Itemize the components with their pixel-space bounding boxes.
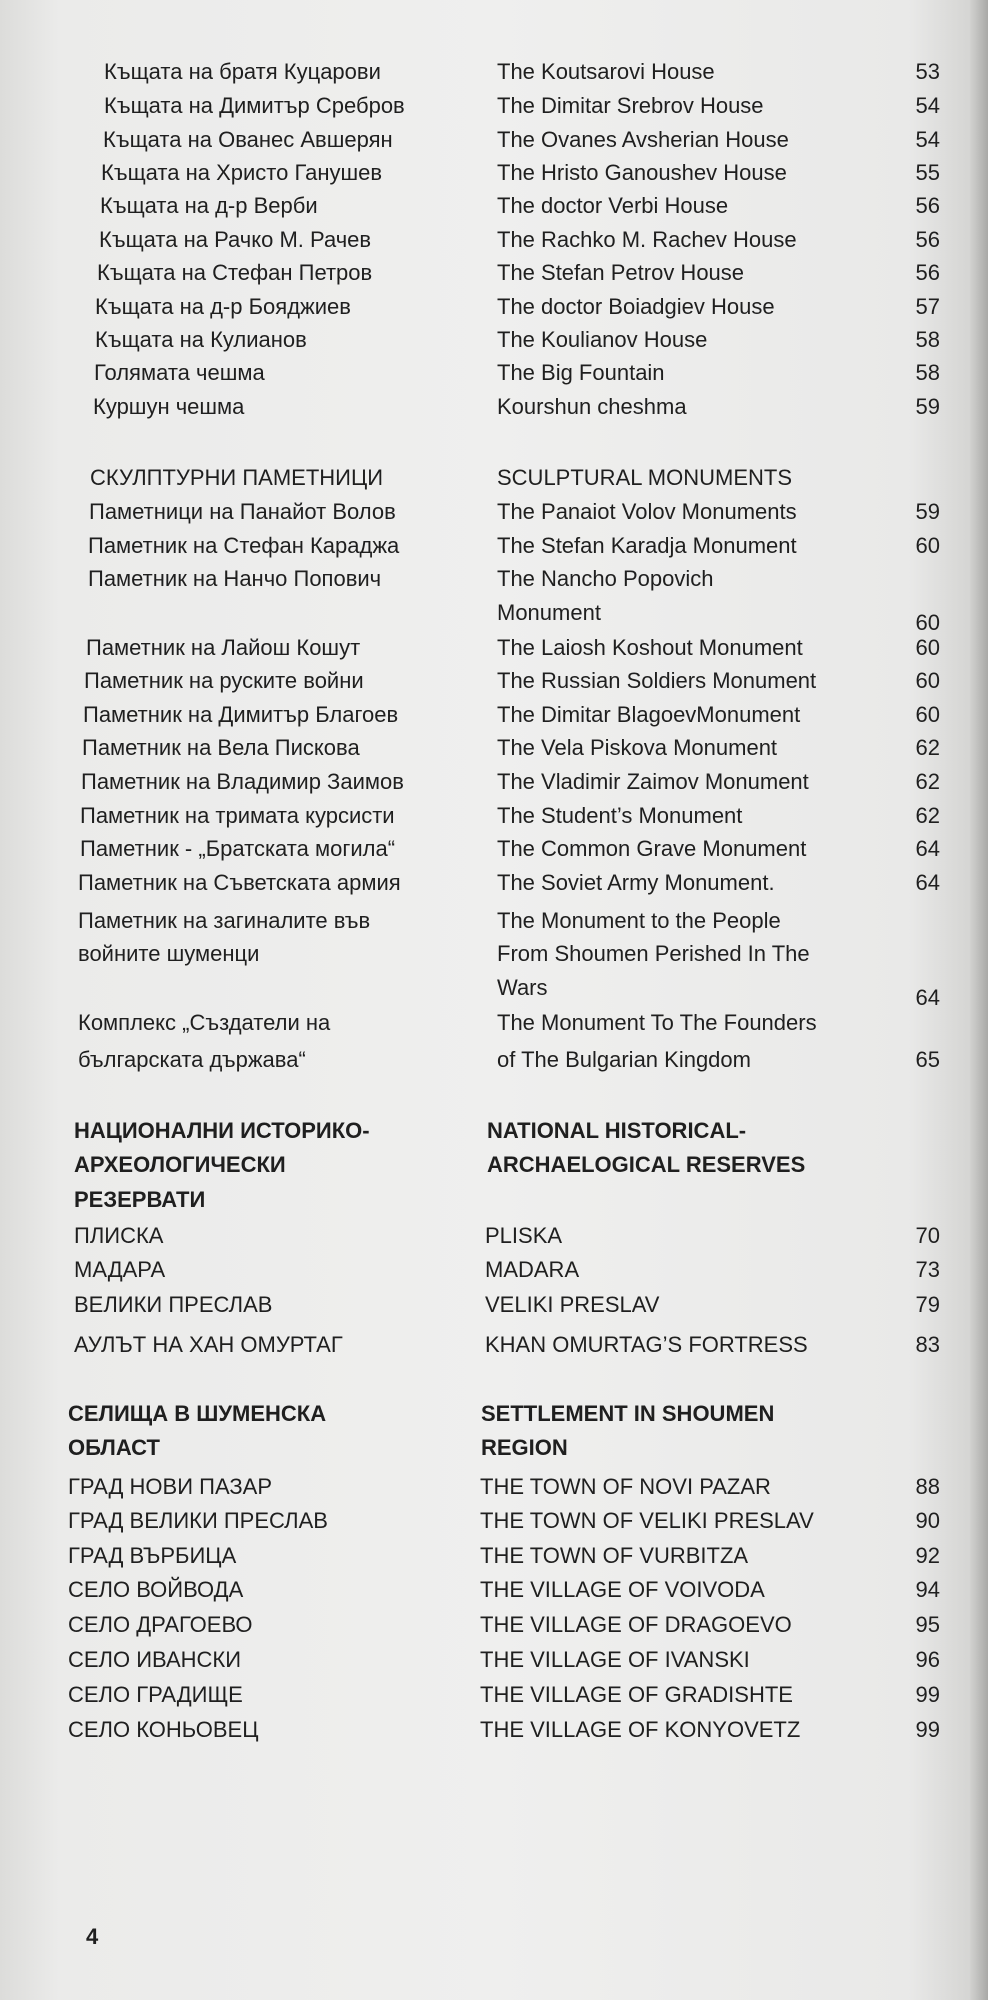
toc-english-title: The Soviet Army Monument.: [497, 870, 775, 895]
toc-bulgarian-title: ГРАД ВЕЛИКИ ПРЕСЛАВ: [68, 1508, 328, 1533]
toc-bulgarian-title: Паметник на Вела Пискова: [82, 735, 360, 760]
toc-page-number: 56: [915, 193, 940, 218]
toc-bulgarian-title: Паметник на загиналите във: [78, 908, 371, 933]
toc-bulgarian-title: Паметник на Стефан Караджа: [88, 533, 400, 558]
toc-page-number: 59: [915, 394, 940, 419]
toc-english-title: SETTLEMENT IN SHOUMEN: [481, 1401, 775, 1426]
toc-page-number: 83: [915, 1332, 940, 1357]
toc-page-number: 99: [915, 1682, 940, 1707]
toc-english-title: The Dimitar BlagoevMonument: [497, 702, 801, 727]
toc-english-title: The Common Grave Monument: [497, 836, 807, 861]
toc-bulgarian-title: Къщата на Ованес Авшерян: [103, 127, 393, 152]
toc-bulgarian-title: НАЦИОНАЛНИ ИСТОРИКО-: [74, 1118, 370, 1143]
toc-page-number: 64: [915, 985, 940, 1010]
toc-page-number: 60: [915, 702, 940, 727]
toc-english-title: The Koulianov House: [497, 327, 708, 352]
toc-page-number: 73: [915, 1257, 940, 1282]
toc-bulgarian-title: СЕЛО ВОЙВОДА: [68, 1577, 244, 1602]
toc-bulgarian-title: Паметник на Нанчо Попович: [88, 566, 382, 591]
toc-bulgarian-title: Паметник на руските войни: [84, 668, 364, 693]
toc-bulgarian-title: Паметник на Съветската армия: [78, 870, 401, 895]
toc-english-title: The Russian Soldiers Monument: [497, 668, 817, 693]
toc-english-title: THE TOWN OF VELIKI PRESLAV: [480, 1508, 814, 1533]
toc-bulgarian-title: Паметник на Владимир Заимов: [81, 769, 404, 794]
toc-bulgarian-title: ВЕЛИКИ ПРЕСЛАВ: [74, 1292, 273, 1317]
toc-page-number: 54: [915, 93, 940, 118]
toc-english-title: Monument: [497, 600, 601, 625]
toc-bulgarian-title: РЕЗЕРВАТИ: [74, 1187, 206, 1212]
toc-page-number: 64: [915, 870, 940, 895]
toc-bulgarian-title: СЕЛО ИВАНСКИ: [68, 1647, 242, 1672]
toc-english-title: The Laiosh Koshout Monument: [497, 635, 803, 660]
toc-page-number: 58: [915, 360, 940, 385]
toc-bulgarian-title: Къщата на Стефан Петров: [97, 260, 373, 285]
toc-bulgarian-title: Къщата на Димитър Сребров: [104, 93, 405, 118]
toc-english-title: From Shoumen Perished In The: [497, 941, 810, 966]
toc-bulgarian-title: Къщата на Христо Ганушев: [101, 160, 383, 185]
toc-page-number: 79: [915, 1292, 940, 1317]
toc-english-title: ARCHAELOGICAL RESERVES: [487, 1152, 806, 1177]
toc-bulgarian-title: Къщата на братя Куцарови: [104, 59, 381, 84]
toc-english-title: Wars: [497, 975, 548, 1000]
toc-bulgarian-title: АУЛЪТ НА ХАН ОМУРТАГ: [74, 1332, 343, 1357]
toc-english-title: The Dimitar Srebrov House: [497, 93, 764, 118]
toc-page-number: 53: [915, 59, 940, 84]
toc-page-number: 60: [915, 533, 940, 558]
toc-bulgarian-title: Къщата на Кулианов: [95, 327, 307, 352]
toc-bulgarian-title: българската държава“: [78, 1047, 306, 1072]
toc-english-title: THE VILLAGE OF VOIVODA: [480, 1577, 765, 1602]
toc-english-title: THE TOWN OF VURBITZA: [480, 1543, 749, 1568]
toc-page-number: 64: [915, 836, 940, 861]
toc-english-title: The Nancho Popovich: [497, 566, 714, 591]
toc-english-title: VELIKI PRESLAV: [485, 1292, 660, 1317]
toc-bulgarian-title: Къщата на Рачко М. Рачев: [99, 227, 372, 252]
toc-english-title: The Koutsarovi House: [497, 59, 715, 84]
toc-bulgarian-title: МАДАРА: [74, 1257, 166, 1282]
toc-english-title: The doctor Boiadgiev House: [497, 294, 775, 319]
toc-english-title: of The Bulgarian Kingdom: [497, 1047, 751, 1072]
toc-english-title: THE VILLAGE OF DRAGOEVO: [480, 1612, 792, 1637]
toc-page-number: 58: [915, 327, 940, 352]
toc-page-number: 60: [915, 610, 940, 635]
toc-english-title: PLISKA: [485, 1223, 563, 1248]
toc-page-number: 62: [915, 769, 940, 794]
toc-page-number: 90: [915, 1508, 940, 1533]
toc-bulgarian-title: ГРАД ВЪРБИЦА: [68, 1543, 237, 1568]
toc-english-title: THE VILLAGE OF GRADISHTE: [480, 1682, 793, 1707]
toc-english-title: The Vela Piskova Monument: [497, 735, 778, 760]
toc-page-number: 57: [915, 294, 940, 319]
toc-page-number: 56: [915, 260, 940, 285]
toc-page-number: 60: [915, 635, 940, 660]
toc-page-number: 62: [915, 735, 940, 760]
toc-page-number: 96: [915, 1647, 940, 1672]
toc-english-title: The Stefan Karadja Monument: [497, 533, 797, 558]
toc-page-number: 54: [915, 127, 940, 152]
toc-english-title: REGION: [481, 1435, 568, 1460]
toc-bulgarian-title: Паметник - „Братската могила“: [80, 836, 396, 861]
toc-page-number: 56: [915, 227, 940, 252]
toc-bulgarian-title: Голямата чешма: [94, 360, 265, 385]
toc-page-number: 62: [915, 803, 940, 828]
toc-english-title: The Panaiot Volov Monuments: [497, 499, 797, 524]
toc-english-title: NATIONAL HISTORICAL-: [487, 1118, 747, 1143]
toc-page-number: 94: [915, 1577, 940, 1602]
toc-english-title: The Big Fountain: [497, 360, 665, 385]
toc-english-title: The Monument To The Founders: [497, 1010, 817, 1035]
toc-english-title: THE VILLAGE OF IVANSKI: [480, 1647, 750, 1672]
toc-bulgarian-title: Паметник на Димитър Благоев: [83, 702, 399, 727]
toc-bulgarian-title: Куршун чешма: [93, 394, 245, 419]
toc-english-title: The doctor Verbi House: [497, 193, 729, 218]
toc-page-number: 92: [915, 1543, 940, 1568]
toc-english-title: The Ovanes Avsherian House: [497, 127, 789, 152]
toc-page-number: 99: [915, 1717, 940, 1742]
toc-english-title: The Student’s Monument: [497, 803, 743, 828]
toc-english-title: THE TOWN OF NOVI PAZAR: [480, 1474, 771, 1499]
toc-page-number: 65: [915, 1047, 940, 1072]
toc-bulgarian-title: СЕЛИЩА В ШУМЕНСКА: [68, 1401, 327, 1426]
toc-bulgarian-title: Къщата на д-р Бояджиев: [95, 294, 351, 319]
toc-page-number: 88: [915, 1474, 940, 1499]
toc-bulgarian-title: войните шуменци: [78, 941, 260, 966]
toc-english-title: Kourshun cheshma: [497, 394, 687, 419]
toc-bulgarian-title: СЕЛО КОНЬОВЕЦ: [68, 1717, 259, 1742]
toc-page-number: 59: [915, 499, 940, 524]
toc-english-title: The Hristo Ganoushev House: [497, 160, 787, 185]
toc-bulgarian-title: Къщата на д-р Верби: [100, 193, 318, 218]
toc-bulgarian-title: СЕЛО ГРАДИЩЕ: [68, 1682, 243, 1707]
toc-english-title: THE VILLAGE OF KONYOVETZ: [480, 1717, 801, 1742]
toc-bulgarian-title: ГРАД НОВИ ПАЗАР: [68, 1474, 273, 1499]
toc-bulgarian-title: Паметници на Панайот Волов: [89, 499, 396, 524]
toc-page-number: 55: [915, 160, 940, 185]
toc-page-number: 60: [915, 668, 940, 693]
toc-bulgarian-title: Комплекс „Създатели на: [78, 1010, 331, 1035]
toc-bulgarian-title: Паметник на тримата курсисти: [80, 803, 395, 828]
toc-bulgarian-title: ОБЛАСТ: [68, 1435, 160, 1460]
toc-english-title: The Monument to the People: [497, 908, 781, 933]
toc-english-title: MADARA: [485, 1257, 580, 1282]
toc-page-number: 95: [915, 1612, 940, 1637]
toc-bulgarian-title: СЕЛО ДРАГОЕВО: [68, 1612, 253, 1637]
toc-bulgarian-title: СКУЛПТУРНИ ПАМЕТНИЦИ: [90, 465, 384, 490]
toc-english-title: The Stefan Petrov House: [497, 260, 745, 285]
page-number: 4: [86, 1924, 99, 1949]
toc-bulgarian-title: АРХЕОЛОГИЧЕСКИ: [74, 1152, 286, 1177]
toc-english-title: The Rachko M. Rachev House: [497, 227, 797, 252]
toc-bulgarian-title: Паметник на Лайош Кошут: [86, 635, 361, 660]
toc-english-title: SCULPTURAL MONUMENTS: [497, 465, 792, 490]
toc-page-number: 70: [915, 1223, 940, 1248]
toc-english-title: KHAN OMURTAG’S FORTRESS: [485, 1332, 808, 1357]
toc-bulgarian-title: ПЛИСКА: [74, 1223, 164, 1248]
toc-english-title: The Vladimir Zaimov Monument: [497, 769, 809, 794]
